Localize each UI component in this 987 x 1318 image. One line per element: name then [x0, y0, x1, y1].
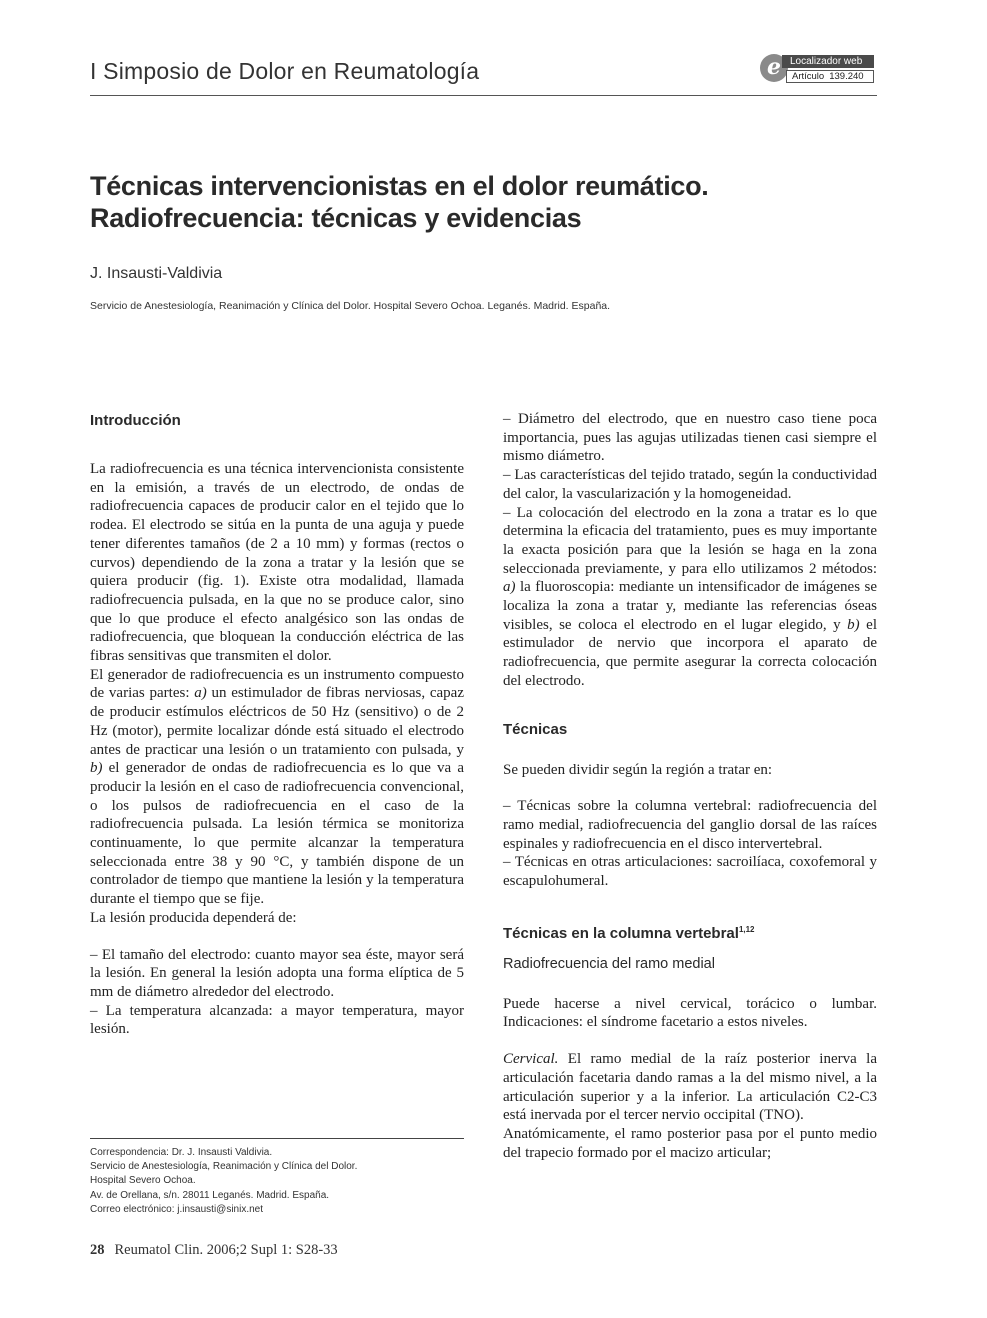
list-item: – La colocación del electrodo en la zona a tratar es lo que determina la eficacia del tratamiento, pues es muy importante la exacta posición para que la lesión se haga en la zona seleccionada previamente, y para ello utilizamos 2 métodos: a) la fluoroscopia: mediante un intensificador de imágenes se localiza la zona a tratar y, mediante las referencias óseas visibles, se coloca el electrodo en el lugar elegido, y b) el estimulador de nervio que incorpora el aparato de radiofrecuencia, que permite asegurar la correcta colocación del electrodo. — [503, 504, 877, 689]
journal-citation: Reumatol Clin. 2006;2 Supl 1: S28-33 — [114, 1242, 338, 1258]
section-heading-introduccion: Introducción — [90, 412, 181, 429]
header-divider — [90, 95, 877, 96]
list-item: – Las características del tejido tratado, según la conductividad del calor, la vascularización y la homogeneidad. — [503, 467, 877, 502]
locator-label: Localizador web — [782, 55, 874, 68]
correspondence-line: Servicio de Anestesiología, Reanimación y Clínica del Dolor. — [90, 1161, 358, 1173]
correspondence-line: Av. de Orellana, s/n. 28011 Leganés. Madrid. España. — [90, 1189, 330, 1201]
subheading-ramo-medial: Radiofrecuencia del ramo medial — [503, 955, 715, 972]
journal-section-title: I Simposio de Dolor en Reumatología — [90, 58, 480, 84]
article-title-line-1: Técnicas intervencionistas en el dolor reumático. — [90, 171, 709, 201]
author-name: J. Insausti-Valdivia — [90, 265, 223, 282]
list-item: – Diámetro del electrodo, que en nuestro caso tiene poca importancia, pues las agujas utilizadas tienen casi siempre el mismo diámetro. — [503, 411, 877, 465]
right-column — [503, 410, 877, 1162]
e-circle-icon: e — [760, 54, 788, 82]
paragraph: Anatómicamente, el ramo posterior pasa por el punto medio del trapecio formado por el macizo articular; — [503, 1125, 877, 1161]
list-item: – Técnicas en otras articulaciones: sacroilíaca, coxofemoral y escapulohumeral. — [503, 854, 877, 890]
paragraph: Cervical. El ramo medial de la raíz posterior inerva la articulación facetaria dando ramas a la del mismo nivel, a la articulación superior y a la inferior. La articulación C2-C3 está inervada por el tercer nervio occipital (TNO). — [503, 1051, 877, 1124]
correspondence-block — [90, 1146, 464, 1217]
article-title-line-2: Radiofrecuencia: técnicas y evidencias — [90, 203, 582, 233]
page-number: 28 — [90, 1242, 105, 1258]
article-number: 139.240 — [829, 71, 864, 82]
list-item: – Técnicas sobre la columna vertebral: radiofrecuencia del ramo medial, radiofrecuencia del ganglio dorsal de las raíces espinales y radiofrecuencia en el disco intervertebral. — [503, 798, 877, 852]
paragraph: La lesión producida dependerá de: — [90, 909, 297, 926]
paragraph: El generador de radiofrecuencia es un instrumento compuesto de varias partes: a) un estimulador de fibras nerviosas, capaz de producir estímulos eléctricos de 50 Hz (sensitivo) o de 2 Hz (motor), permite localizar dónde está situado el electrodo antes de practicar una lesión o un tratamiento con pulsada, y b) el generador de ondas de radiofrecuencia es lo que va a producir la lesión en el caso de radiofrecuencia convencional, o los pulsos de radiofrecuencia en el caso de la radiofrecuencia pulsada. La lesión térmica se monitoriza continuamente, lo que permite alcanzar la temperatura seleccionada entre 38 y 90 °C, y también dispone de un controlador de tiempo que mantiene la lesión y la temperatura durante el tiempo que se fije. — [90, 666, 464, 908]
reference-superscript: 1,12 — [738, 924, 755, 934]
footnote-divider — [90, 1138, 464, 1139]
left-column — [90, 410, 464, 1039]
correspondence-line: Hospital Severo Ochoa. — [90, 1175, 196, 1187]
paragraph: Se pueden dividir según la región a tratar en: — [503, 761, 773, 778]
web-locator-badge — [760, 54, 874, 86]
correspondence-line: Correspondencia: Dr. J. Insausti Valdivia. — [90, 1147, 273, 1158]
paragraph: Puede hacerse a nivel cervical, torácico o lumbar. Indicaciones: el síndrome facetario a estos niveles. — [503, 995, 877, 1031]
correspondence-email: Correo electrónico: j.insausti@sinix.net — [90, 1203, 264, 1215]
article-title — [90, 170, 880, 234]
list-item: – La temperatura alcanzada: a mayor temperatura, mayor lesión. — [90, 1002, 464, 1038]
paragraph: La radiofrecuencia es una técnica intervencionista consistente en la emisión, a través de un electrodo, de ondas de radiofrecuencia capaces de producir calor en el tejido que lo rodea. El electrodo se sitúa en la punta de una aguja y puede tener diferentes tamaños (de 2 a 10 mm) y formas (rectos o curvos) dependiendo de la zona a tratar y la lesión que se quiera producir (fig. 1). Existe otra modalidad, llamada radiofrecuencia pulsada, en la que no se produce calor, sino que lo que produce el efecto analgésico son las ondas de radiofrecuencia, que bloquean la conducción eléctrica de las fibras sensitivas que transmiten el dolor. — [90, 461, 464, 665]
section-heading-columna-vertebral: Técnicas en la columna vertebral$^{1,12}$ — [503, 924, 755, 942]
article-label: Artículo — [792, 71, 825, 82]
author-affiliation: Servicio de Anestesiología, Reanimación y Clínica del Dolor. Hospital Severo Ochoa. Leganés. Madrid. España. — [90, 300, 611, 312]
page-footer — [90, 1242, 338, 1259]
list-item: – El tamaño del electrodo: cuanto mayor sea éste, mayor será la lesión. En general la lesión adopta una forma elíptica de 5 mm de diámetro alrededor del electrodo. — [90, 946, 464, 1000]
article-number-box — [786, 70, 874, 83]
section-heading-tecnicas: Técnicas — [503, 720, 568, 738]
